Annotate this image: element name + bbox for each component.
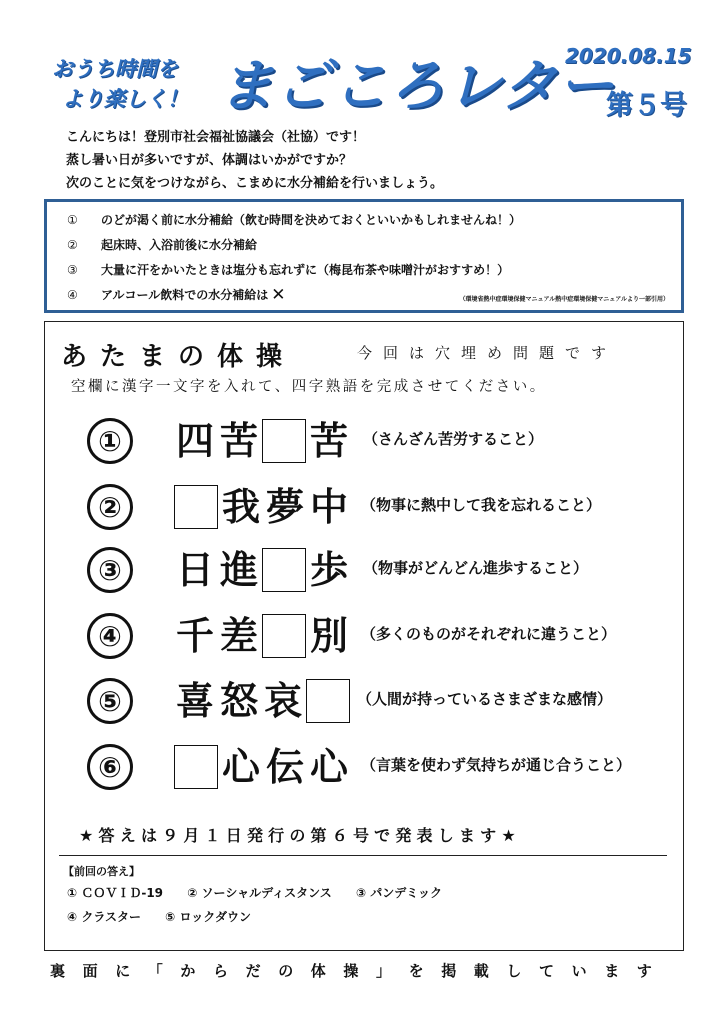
- problem-number: ⑥: [87, 744, 133, 790]
- idiom-character: 別: [309, 614, 348, 658]
- idiom-character: 苦: [309, 419, 348, 463]
- brain-quiz-box: [44, 321, 684, 951]
- answer-blank-box: [262, 419, 306, 463]
- idiom-character: 歩: [309, 548, 348, 592]
- newsletter-title: まごころレター: [218, 54, 615, 119]
- idiom-character: 四: [175, 419, 214, 463]
- idiom-character: 心: [309, 745, 348, 789]
- tagline: [52, 54, 212, 114]
- idiom-character: 怒: [219, 679, 258, 723]
- quiz-problem: [45, 414, 685, 474]
- problem-hint: （さんざん苦労すること）: [363, 430, 544, 448]
- tip-text: アルコール飲料での水分補給は: [101, 288, 269, 302]
- answer-announcement: ★答えは９月１日発行の第６号で発表します★: [79, 826, 521, 845]
- previous-answer: ③ パンデミック: [355, 886, 443, 900]
- idiom-characters: [173, 480, 351, 534]
- idiom-character: 進: [219, 548, 258, 592]
- tip-number: ④: [67, 288, 78, 302]
- problem-hint: （物事がどんどん進歩すること）: [363, 559, 589, 577]
- tip-item: [67, 233, 681, 258]
- idiom-character: 中: [309, 485, 348, 529]
- previous-answers-title: 【前回の答え】: [63, 865, 140, 878]
- problem-number: ③: [87, 547, 133, 593]
- answer-blank-box: [262, 548, 306, 592]
- tip-text: のどが渇く前に水分補給（飲む時間を決めておくといいかもしれませんね！）: [101, 213, 522, 227]
- quiz-title: あたまの体操: [61, 342, 296, 372]
- idiom-characters: [173, 543, 351, 597]
- greeting-text: [66, 126, 443, 195]
- previous-answer: ① ＣＯＶＩＤ-19: [67, 886, 164, 900]
- answer-blank-box: [262, 614, 306, 658]
- idiom-character: 千: [175, 614, 214, 658]
- tip-text: 起床時、入浴前後に水分補給: [101, 238, 258, 252]
- idiom-characters: [173, 740, 351, 794]
- problem-hint: （人間が持っているさまざまな感情）: [357, 690, 613, 708]
- quiz-problem: [45, 609, 685, 669]
- answer-blank-box: [306, 679, 350, 723]
- problem-number: ④: [87, 613, 133, 659]
- idiom-character: 心: [221, 745, 260, 789]
- hydration-tips-box: [44, 199, 684, 313]
- issue-number: 第５号: [606, 90, 687, 121]
- problem-hint: （多くのものがそれぞれに違うこと）: [361, 625, 617, 643]
- previous-answer: ② ソーシャルディスタンス: [187, 886, 332, 900]
- quiz-subtitle: 今回は穴埋め問題です: [357, 344, 618, 362]
- idiom-character: 日: [175, 548, 214, 592]
- problem-number: ①: [87, 418, 133, 464]
- quiz-problem: [45, 674, 685, 734]
- tip-item: [67, 258, 681, 283]
- tip-item: [67, 208, 681, 233]
- idiom-character: 夢: [265, 485, 304, 529]
- quiz-problem: [45, 480, 685, 540]
- tagline-line-1: おうち時間を: [52, 57, 178, 81]
- previous-answers-row: [67, 908, 271, 925]
- divider: [59, 855, 667, 856]
- tip-number: ②: [67, 238, 78, 252]
- greeting-line: こんにちは！登別市社会福祉協議会（社協）です！: [66, 130, 366, 145]
- cross-mark-icon: ✕: [271, 285, 286, 305]
- greeting-line: 蒸し暑い日が多いですが、体調はいかがですか？: [66, 153, 353, 168]
- tips-source-note: （環境省熱中症環境保健マニュアル熱中症環境保健マニュアルより一部引用）: [459, 296, 669, 303]
- previous-answers-row: [67, 884, 462, 901]
- issue-date: 2020.08.15: [565, 44, 692, 68]
- previous-answer: ④ クラスター: [67, 910, 141, 924]
- idiom-characters: [173, 674, 351, 728]
- problem-number: ②: [87, 484, 133, 530]
- previous-answer: ⑤ ロックダウン: [165, 910, 252, 924]
- idiom-character: 差: [219, 614, 258, 658]
- greeting-line: 次のことに気をつけながら、こまめに水分補給を行いましょう。: [66, 176, 444, 191]
- idiom-character: 我: [221, 485, 260, 529]
- tip-number: ①: [67, 213, 78, 227]
- idiom-character: 哀: [263, 679, 302, 723]
- quiz-problem: [45, 543, 685, 603]
- problem-hint: （物事に熱中して我を忘れること）: [361, 496, 602, 514]
- answer-blank-box: [174, 485, 218, 529]
- problem-number: ⑤: [87, 678, 133, 724]
- idiom-character: 苦: [219, 419, 258, 463]
- idiom-characters: [173, 609, 351, 663]
- tip-text: 大量に汗をかいたときは塩分も忘れずに（梅昆布茶や味噌汁がおすすめ！）: [101, 263, 510, 277]
- idiom-character: 喜: [175, 679, 214, 723]
- problem-hint: （言葉を使わず気持ちが通じ合うこと）: [361, 756, 632, 774]
- answer-blank-box: [174, 745, 218, 789]
- idiom-characters: [173, 414, 351, 468]
- footer-note: 裏面に「からだの体操」を掲載しています: [50, 962, 670, 980]
- quiz-instruction: 空欄に漢字一文字を入れて、四字熟語を完成させてください。: [71, 379, 547, 395]
- quiz-problem: [45, 740, 685, 800]
- tagline-line-2: より楽しく！: [62, 87, 188, 111]
- idiom-character: 伝: [265, 745, 304, 789]
- tip-number: ③: [67, 263, 78, 277]
